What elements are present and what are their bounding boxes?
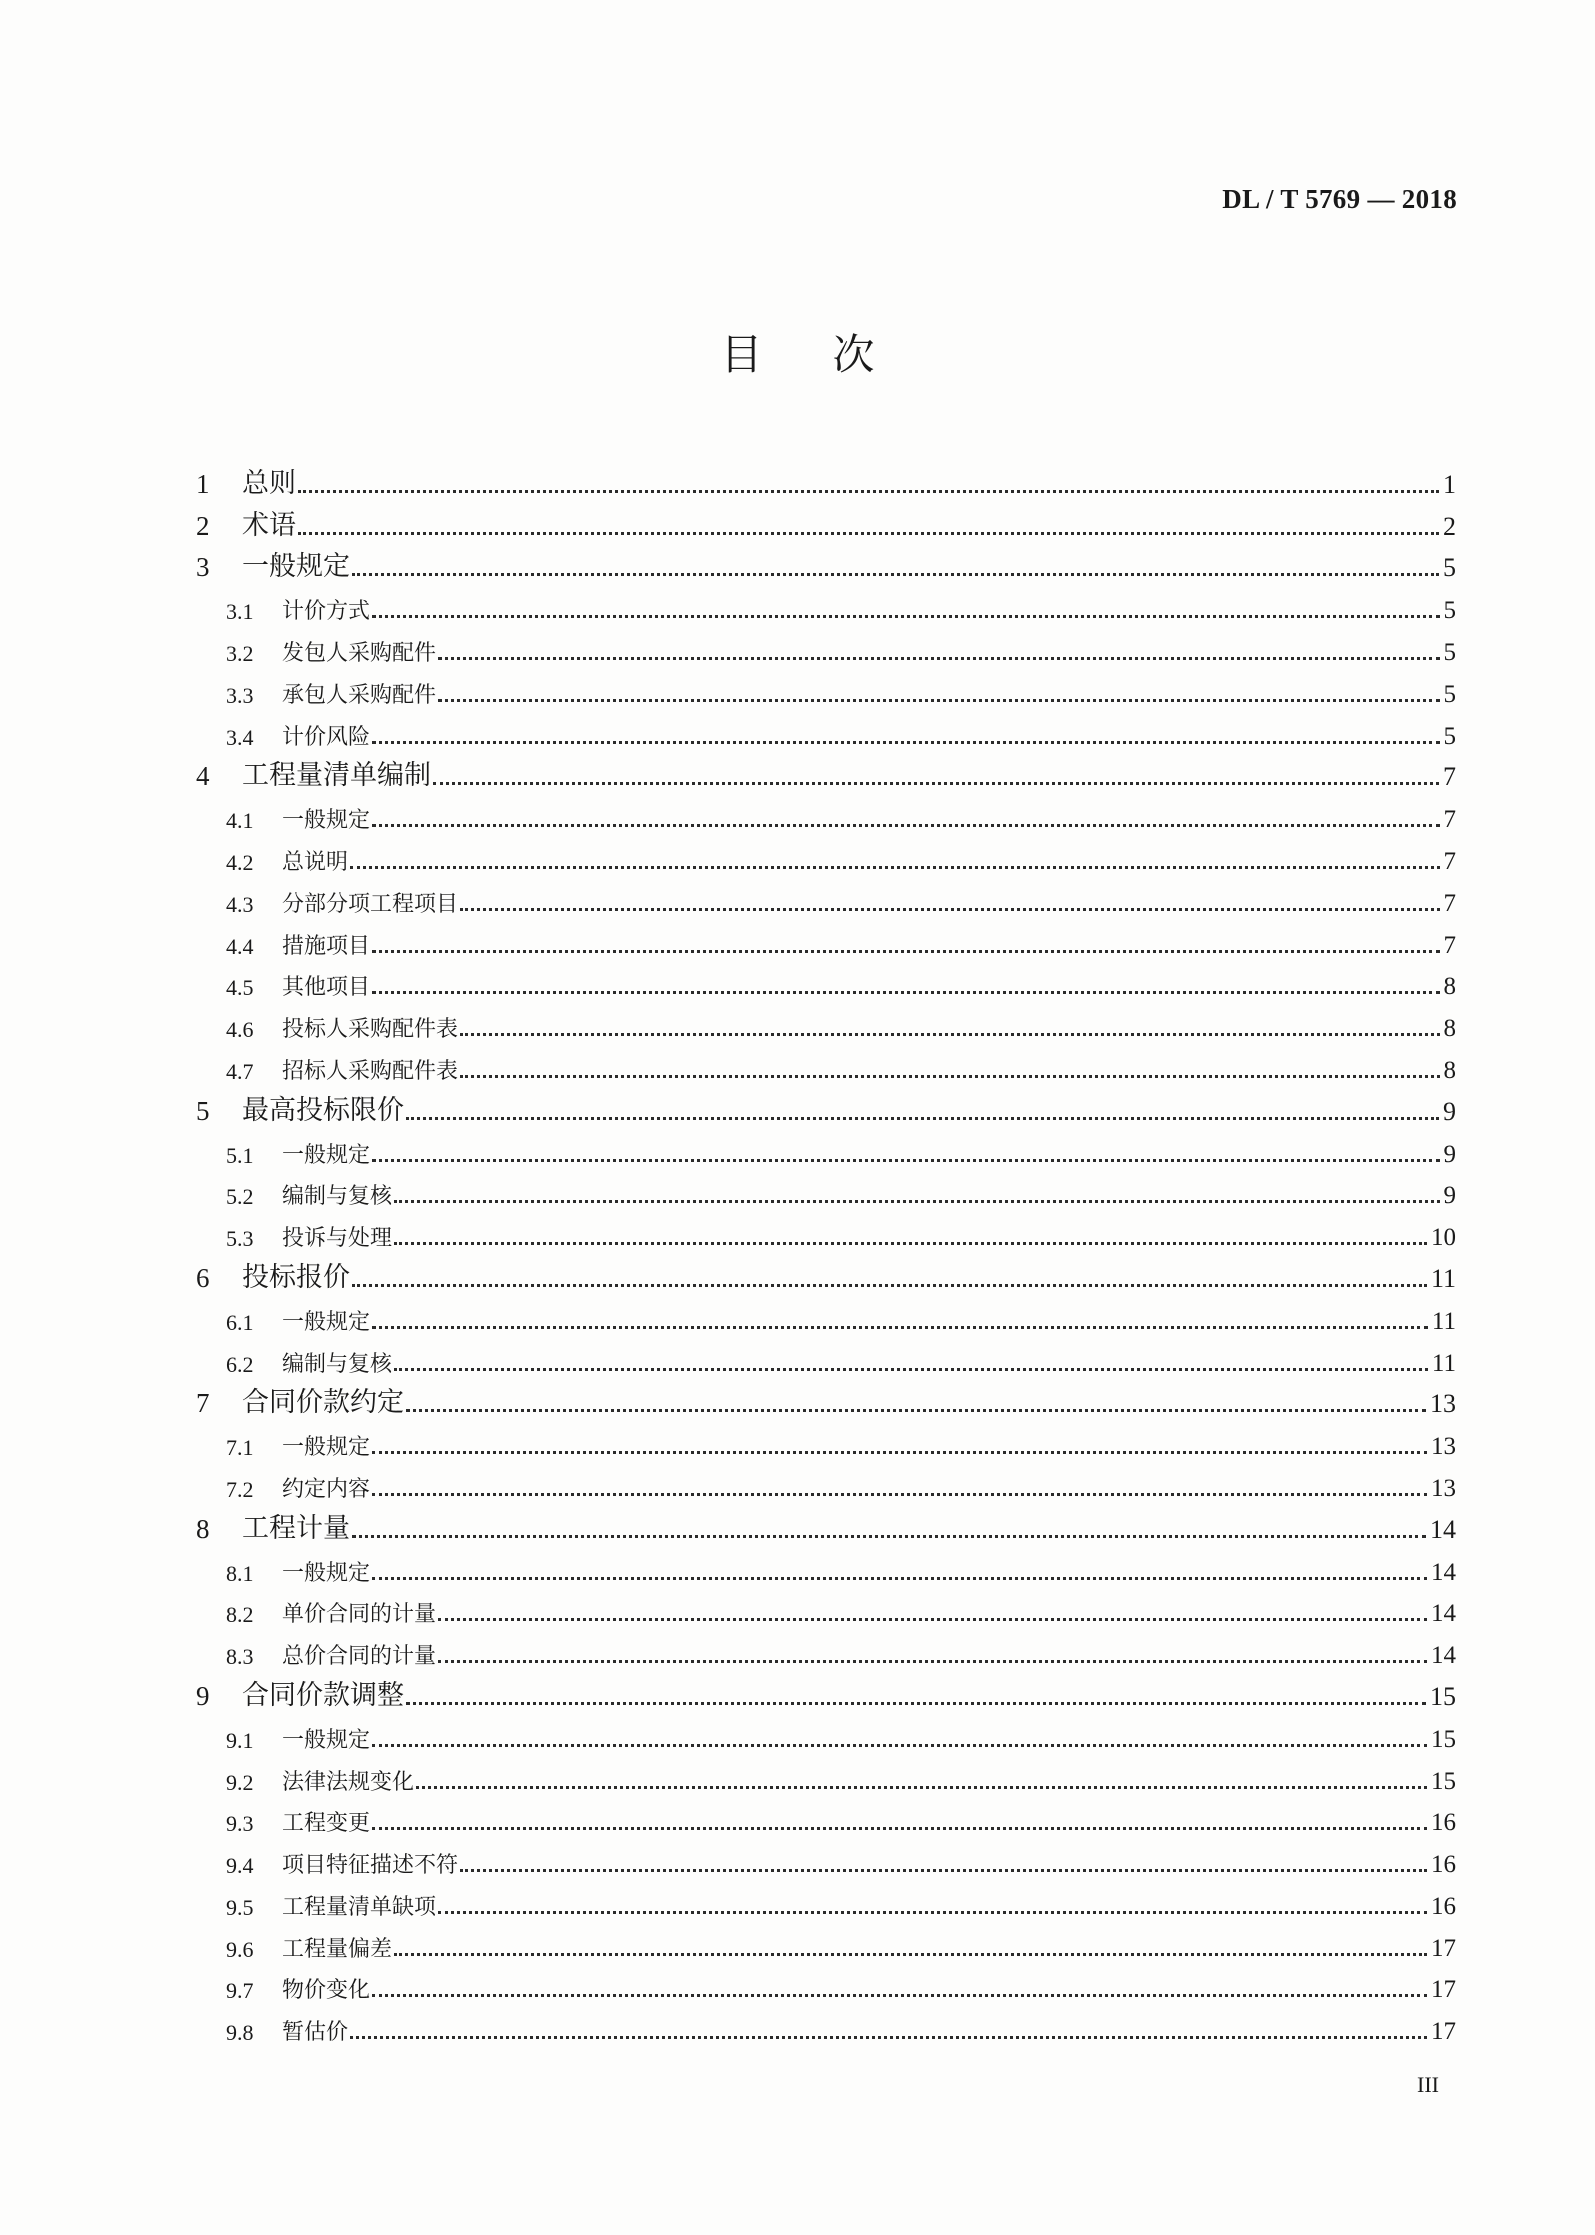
- toc-entry-number: 8.2: [226, 1602, 254, 1628]
- toc-entry-label: 发包人采购配件: [282, 640, 437, 666]
- toc-entry-page: 11: [1431, 1349, 1456, 1377]
- toc-section-row[interactable]: [196, 1630, 1456, 1672]
- toc-entry-page: 2: [1443, 511, 1456, 541]
- toc-section-row[interactable]: [196, 1798, 1456, 1840]
- toc-entry-label: 约定内容: [282, 1476, 371, 1502]
- toc-entry-number: 3.3: [226, 682, 254, 708]
- dot-leader: [372, 1744, 1427, 1747]
- dot-leader: [298, 490, 1439, 493]
- dot-leader: [372, 615, 1439, 618]
- toc-section-row[interactable]: [196, 1171, 1456, 1213]
- toc-entry-label: 一般规定: [282, 808, 371, 834]
- toc-entry-page: 7: [1443, 762, 1456, 792]
- dot-leader: [372, 741, 1439, 744]
- dot-leader: [352, 1284, 1427, 1287]
- toc-section-row[interactable]: [196, 1003, 1456, 1045]
- toc-entry-page: 13: [1430, 1389, 1456, 1419]
- toc-entry-page: 7: [1443, 889, 1456, 917]
- dot-leader: [438, 1660, 1427, 1663]
- toc-entry-number: 4.3: [226, 891, 254, 917]
- toc-entry-label: 工程计量: [242, 1512, 350, 1544]
- dot-leader: [372, 1326, 1428, 1329]
- toc-entry-page: 17: [1431, 2018, 1456, 2046]
- toc-entry-number: 9.5: [226, 1894, 254, 1920]
- toc-entry-number: 4.5: [226, 975, 254, 1001]
- toc-entry-number: 9: [196, 1680, 210, 1711]
- toc-section-row[interactable]: [196, 920, 1456, 962]
- toc-entry-number: 1: [196, 468, 210, 499]
- toc-entry-page: 17: [1431, 1934, 1456, 1962]
- dot-leader: [406, 1409, 1426, 1412]
- toc-section-row[interactable]: [196, 1965, 1456, 2007]
- page-folio: III: [1417, 2072, 1439, 2097]
- toc-entry-page: 17: [1431, 1976, 1456, 2004]
- toc-entry-page: 10: [1431, 1224, 1456, 1252]
- toc-chapter-row[interactable]: [196, 1672, 1456, 1714]
- toc-entry-label: 编制与复核: [282, 1184, 393, 1210]
- dot-leader: [372, 950, 1439, 953]
- toc-entry-page: 14: [1431, 1642, 1456, 1670]
- toc-section-row[interactable]: [196, 1756, 1456, 1798]
- dot-leader: [460, 1869, 1427, 1872]
- toc-entry-number: 3.1: [226, 599, 254, 625]
- toc-entry-page: 15: [1431, 1767, 1456, 1795]
- toc-entry-page: 15: [1431, 1725, 1456, 1753]
- dot-leader: [460, 908, 1439, 911]
- toc-entry-page: 9: [1443, 1096, 1456, 1126]
- toc-section-row[interactable]: [196, 1547, 1456, 1589]
- dot-leader: [406, 1702, 1426, 1705]
- toc-entry-page: 8: [1443, 1056, 1456, 1084]
- toc-chapter-row[interactable]: [196, 1505, 1456, 1547]
- toc-entry-number: 3: [196, 552, 210, 583]
- dot-leader: [406, 1117, 1439, 1120]
- toc-entry-page: 1: [1443, 469, 1456, 499]
- toc-section-row[interactable]: [196, 1212, 1456, 1254]
- dot-leader: [394, 1953, 1427, 1956]
- toc-entry-label: 项目特征描述不符: [282, 1853, 459, 1879]
- dot-leader: [394, 1368, 1428, 1371]
- toc-entry-number: 4.6: [226, 1017, 254, 1043]
- toc-entry-number: 9.2: [226, 1769, 254, 1795]
- toc-entry-label: 工程量偏差: [282, 1936, 393, 1962]
- dot-leader: [350, 2036, 1427, 2039]
- dot-leader: [460, 1075, 1439, 1078]
- toc-section-row[interactable]: [196, 585, 1456, 627]
- toc-entry-page: 5: [1443, 553, 1456, 583]
- toc-entry-page: 8: [1443, 1015, 1456, 1043]
- page-title: 目次: [720, 330, 945, 379]
- toc-entry-page: 5: [1443, 680, 1456, 708]
- toc-entry-number: 4: [196, 761, 210, 792]
- toc-entry-number: 5.3: [226, 1226, 254, 1252]
- toc-section-row[interactable]: [196, 1923, 1456, 1965]
- dot-leader: [372, 1451, 1427, 1454]
- toc-entry-page: 7: [1443, 847, 1456, 875]
- dot-leader: [438, 657, 1439, 660]
- toc-entry-page: 16: [1431, 1809, 1456, 1837]
- toc-entry-label: 合同价款调整: [242, 1679, 404, 1711]
- toc-entry-label: 法律法规变化: [282, 1769, 415, 1795]
- toc-entry-number: 4.7: [226, 1058, 254, 1084]
- toc-entry-label: 承包人采购配件: [282, 682, 437, 708]
- toc-entry-label: 一般规定: [282, 1727, 371, 1753]
- dot-leader: [352, 573, 1439, 576]
- toc-entry-label: 一般规定: [282, 1435, 371, 1461]
- toc-chapter-row[interactable]: [196, 460, 1456, 502]
- toc-entry-number: 6: [196, 1262, 210, 1293]
- toc-entry-number: 8.3: [226, 1644, 254, 1670]
- toc-entry-label: 计价风险: [282, 724, 371, 750]
- toc-entry-label: 分部分项工程项目: [282, 891, 459, 917]
- toc-chapter-row[interactable]: [196, 502, 1456, 544]
- dot-leader: [350, 866, 1439, 869]
- toc-entry-label: 合同价款约定: [242, 1387, 404, 1419]
- dot-leader: [298, 532, 1439, 535]
- dot-leader: [416, 1786, 1427, 1789]
- toc-chapter-row[interactable]: [196, 1254, 1456, 1296]
- toc-entry-number: 3.4: [226, 724, 254, 750]
- toc-entry-label: 投诉与处理: [282, 1226, 393, 1252]
- dot-leader: [438, 699, 1439, 702]
- toc-entry-number: 9.3: [226, 1811, 254, 1837]
- toc-entry-number: 9.1: [226, 1727, 254, 1753]
- toc-entry-number: 5.2: [226, 1184, 254, 1210]
- toc-section-row[interactable]: [196, 1129, 1456, 1171]
- toc-section-row[interactable]: [196, 1839, 1456, 1881]
- toc-chapter-row[interactable]: [196, 544, 1456, 586]
- dot-leader: [372, 991, 1439, 994]
- toc-entry-page: 16: [1431, 1892, 1456, 1920]
- toc-entry-page: 11: [1431, 1307, 1456, 1335]
- toc-entry-number: 8: [196, 1513, 210, 1544]
- toc-entry-number: 5.1: [226, 1142, 254, 1168]
- toc-entry-page: 7: [1443, 806, 1456, 834]
- toc-entry-page: 7: [1443, 931, 1456, 959]
- toc-entry-label: 总说明: [282, 849, 349, 875]
- toc-entry-label: 总则: [242, 467, 296, 499]
- toc-entry-page: 15: [1430, 1681, 1456, 1711]
- toc-entry-page: 14: [1431, 1558, 1456, 1586]
- table-of-contents: [196, 460, 1456, 2048]
- toc-entry-label: 计价方式: [282, 599, 371, 625]
- toc-entry-number: 7.1: [226, 1435, 254, 1461]
- toc-section-row[interactable]: [196, 1045, 1456, 1087]
- dot-leader: [352, 1535, 1426, 1538]
- toc-section-row[interactable]: [196, 1296, 1456, 1338]
- dot-leader: [372, 1827, 1427, 1830]
- toc-entry-page: 11: [1430, 1263, 1456, 1293]
- toc-entry-label: 一般规定: [242, 551, 350, 583]
- toc-entry-label: 单价合同的计量: [282, 1602, 437, 1628]
- toc-entry-page: 14: [1430, 1514, 1456, 1544]
- toc-chapter-row[interactable]: [196, 1380, 1456, 1422]
- toc-entry-label: 其他项目: [282, 975, 371, 1001]
- dot-leader: [372, 1493, 1427, 1496]
- toc-entry-number: 6.1: [226, 1309, 254, 1335]
- toc-section-row[interactable]: [196, 962, 1456, 1004]
- toc-entry-label: 编制与复核: [282, 1351, 393, 1377]
- toc-entry-label: 一般规定: [282, 1560, 371, 1586]
- toc-entry-number: 7.2: [226, 1476, 254, 1502]
- toc-entry-page: 14: [1431, 1600, 1456, 1628]
- toc-entry-label: 一般规定: [282, 1142, 371, 1168]
- dot-leader: [372, 1994, 1427, 1997]
- toc-section-row[interactable]: [196, 627, 1456, 669]
- dot-leader: [394, 1200, 1439, 1203]
- standard-code: DL / T 5769 — 2018: [1222, 184, 1457, 214]
- toc-section-row[interactable]: [196, 1463, 1456, 1505]
- toc-entry-page: 5: [1443, 722, 1456, 750]
- toc-entry-page: 5: [1443, 597, 1456, 625]
- toc-section-row[interactable]: [196, 711, 1456, 753]
- toc-entry-label: 工程量清单缺项: [282, 1894, 437, 1920]
- toc-entry-number: 8.1: [226, 1560, 254, 1586]
- dot-leader: [438, 1618, 1427, 1621]
- toc-entry-label: 工程量清单编制: [242, 760, 431, 792]
- toc-entry-page: 9: [1443, 1140, 1456, 1168]
- toc-entry-label: 暂估价: [282, 2020, 349, 2046]
- toc-entry-page: 9: [1443, 1182, 1456, 1210]
- toc-section-row[interactable]: [196, 1338, 1456, 1380]
- toc-entry-page: 8: [1443, 973, 1456, 1001]
- toc-entry-label: 一般规定: [282, 1309, 371, 1335]
- toc-entry-number: 5: [196, 1095, 210, 1126]
- toc-entry-number: 9.4: [226, 1853, 254, 1879]
- toc-entry-number: 9.6: [226, 1936, 254, 1962]
- toc-entry-label: 总价合同的计量: [282, 1644, 437, 1670]
- toc-entry-page: 13: [1431, 1474, 1456, 1502]
- toc-section-row[interactable]: [196, 1714, 1456, 1756]
- toc-entry-label: 最高投标限价: [242, 1094, 404, 1126]
- toc-section-row[interactable]: [196, 1421, 1456, 1463]
- dot-leader: [372, 1159, 1439, 1162]
- toc-entry-page: 13: [1431, 1433, 1456, 1461]
- toc-entry-number: 2: [196, 510, 210, 541]
- toc-entry-number: 4.2: [226, 849, 254, 875]
- dot-leader: [438, 1911, 1427, 1914]
- dot-leader: [394, 1242, 1427, 1245]
- toc-entry-label: 招标人采购配件表: [282, 1058, 459, 1084]
- toc-chapter-row[interactable]: [196, 753, 1456, 795]
- toc-entry-number: 3.2: [226, 640, 254, 666]
- toc-entry-number: 9.8: [226, 2020, 254, 2046]
- toc-entry-number: 4.1: [226, 808, 254, 834]
- dot-leader: [460, 1033, 1439, 1036]
- toc-entry-number: 9.7: [226, 1978, 254, 2004]
- toc-entry-label: 物价变化: [282, 1978, 371, 2004]
- toc-chapter-row[interactable]: [196, 1087, 1456, 1129]
- toc-entry-page: 16: [1431, 1851, 1456, 1879]
- toc-section-row[interactable]: [196, 836, 1456, 878]
- toc-section-row[interactable]: [196, 1881, 1456, 1923]
- dot-leader: [372, 824, 1439, 827]
- toc-entry-label: 工程变更: [282, 1811, 371, 1837]
- toc-section-row[interactable]: [196, 794, 1456, 836]
- toc-section-row[interactable]: [196, 878, 1456, 920]
- toc-entry-label: 措施项目: [282, 933, 371, 959]
- toc-section-row[interactable]: [196, 669, 1456, 711]
- toc-entry-number: 7: [196, 1388, 210, 1419]
- toc-entry-label: 术语: [242, 509, 296, 541]
- toc-entry-label: 投标报价: [242, 1261, 350, 1293]
- dot-leader: [372, 1577, 1427, 1580]
- dot-leader: [433, 782, 1439, 785]
- toc-section-row[interactable]: [196, 2006, 1456, 2048]
- toc-section-row[interactable]: [196, 1589, 1456, 1631]
- toc-entry-number: 6.2: [226, 1351, 254, 1377]
- toc-entry-label: 投标人采购配件表: [282, 1017, 459, 1043]
- toc-entry-page: 5: [1443, 638, 1456, 666]
- toc-entry-number: 4.4: [226, 933, 254, 959]
